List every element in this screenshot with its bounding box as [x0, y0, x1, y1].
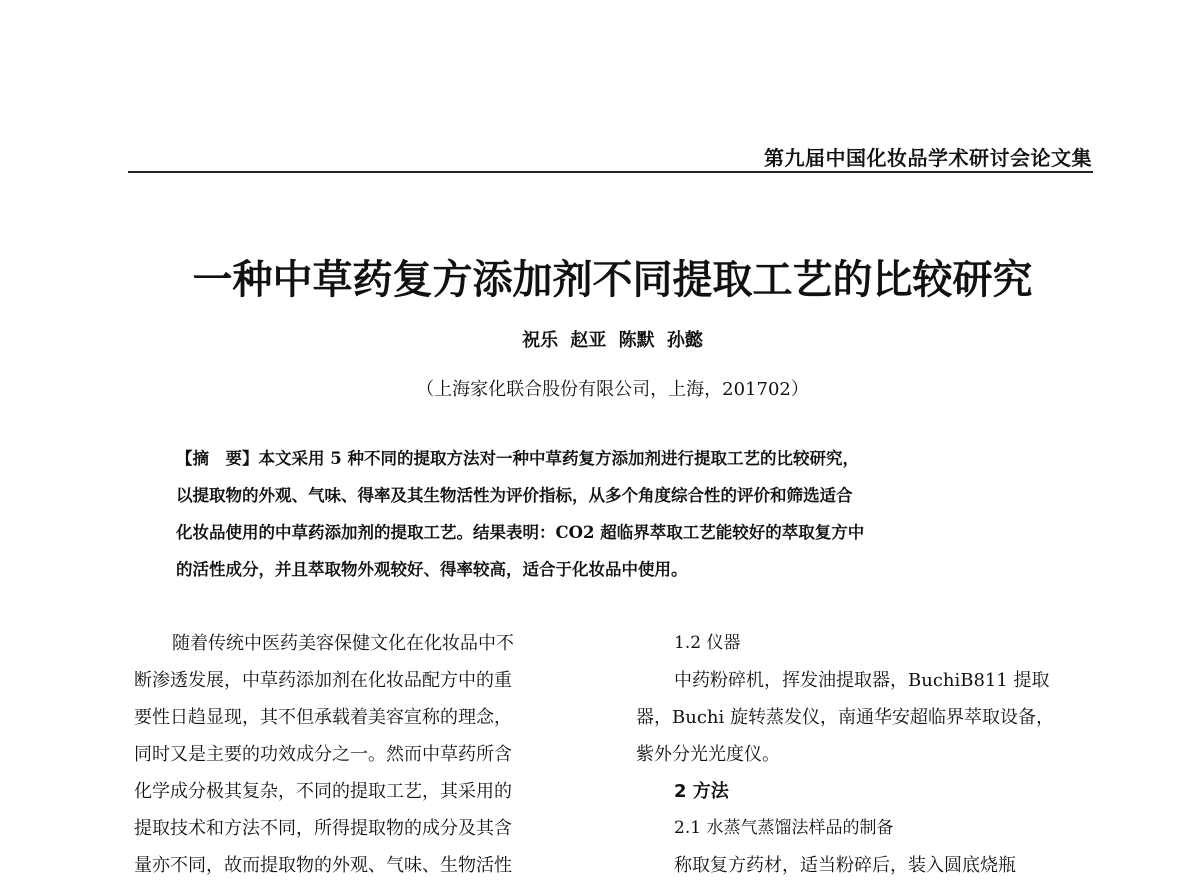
- abstract-line: 以提取物的外观、气味、得率及其生物活性为评价指标，从多个角度综合性的评价和筛选适合: [176, 486, 853, 505]
- body-line: 断渗透发展，中草药添加剂在化妆品配方中的重: [134, 670, 512, 691]
- journal-header: 第九届中国化妆品学术研讨会论文集: [764, 146, 1092, 170]
- abstract-text: 本文采用 5 种不同的提取方法对一种中草药复方添加剂进行提取工艺的比较研究，: [258, 449, 859, 468]
- body-line: 紫外分光光度仪。: [636, 744, 780, 765]
- body-line: 要性日趋显现，其不但承载着美容宣称的理念，: [134, 707, 512, 728]
- authors: 祝乐 赵亚 陈默 孙懿: [522, 330, 703, 351]
- section-heading-1-2: 1.2 仪器: [674, 633, 741, 653]
- body-line: 同时又是主要的功效成分之一。然而中草药所含: [134, 744, 512, 765]
- paper-title: 一种中草药复方添加剂不同提取工艺的比较研究: [192, 257, 1033, 303]
- body-line: 提取技术和方法不同，所得提取物的成分及其含: [134, 818, 512, 839]
- body-line: 化学成分极其复杂，不同的提取工艺，其采用的: [134, 781, 512, 802]
- section-heading-2: 2 方法: [674, 781, 729, 802]
- body-line: 中药粉碎机，挥发油提取器，BuchiB811 提取: [674, 670, 1050, 691]
- body-left-column: [134, 625, 594, 884]
- section-heading-2-1: 2.1 水蒸气蒸馏法样品的制备: [674, 818, 894, 838]
- abstract-line: 化妆品使用的中草药添加剂的提取工艺。结果表明：CO2 超临界萃取工艺能较好的萃取复方中: [176, 523, 865, 542]
- header-rule: [128, 171, 1093, 173]
- body-line: 称取复方药材，适当粉碎后，装入圆底烧瓶: [674, 855, 1016, 876]
- abstract-line: 的活性成分，并且萃取物外观较好、得率较高，适合于化妆品中使用。: [176, 560, 688, 579]
- abstract-line: [176, 444, 1056, 481]
- body-line: 器，Buchi 旋转蒸发仪，南通华安超临界萃取设备，: [636, 707, 1054, 728]
- abstract-label: 【摘 要】: [176, 449, 259, 468]
- body-line: 随着传统中医药美容保健文化在化妆品中不: [172, 633, 514, 654]
- body-right-column: [636, 625, 1098, 884]
- abstract: [176, 444, 1056, 592]
- body-line: 量亦不同，故而提取物的外观、气味、生物活性: [134, 855, 512, 876]
- affiliation: （上海家化联合股份有限公司，上海，201702）: [416, 379, 809, 400]
